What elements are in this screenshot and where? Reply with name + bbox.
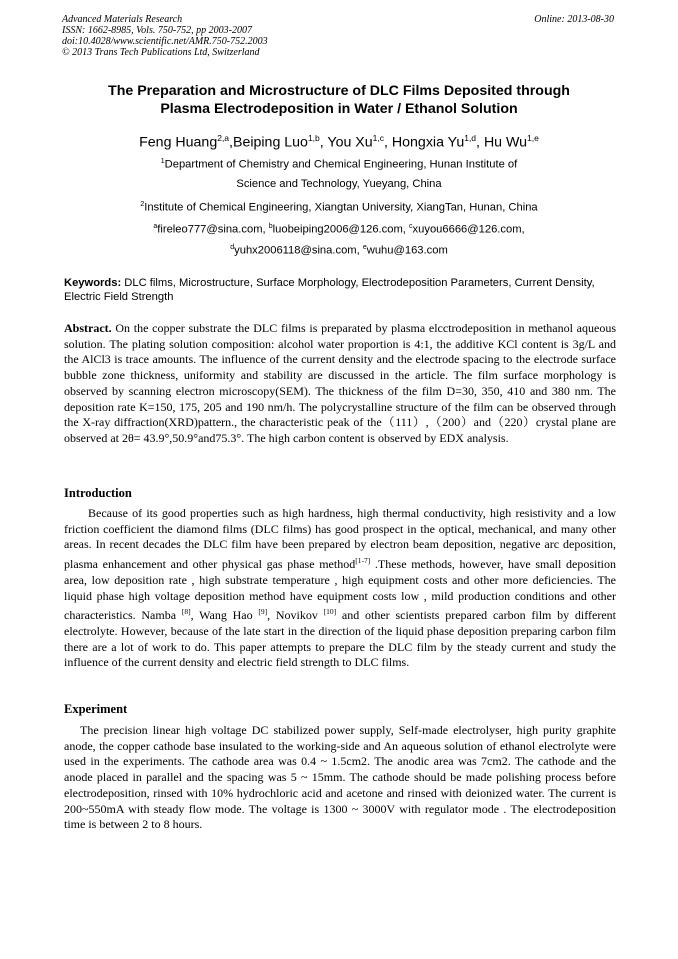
- email-c[interactable]: xuyou6666@126.com,: [412, 223, 525, 236]
- email-e[interactable]: wuhu@163.com: [366, 244, 448, 257]
- author-name: Beiping Luo: [233, 134, 308, 151]
- journal-header: [62, 14, 268, 58]
- intro-text: Because of its good properties such as high hardness, high thermal conductivity, high resistivity and a low friction coefficient the diamond films (DLC films) has good prospect in the optical, mechanical, and many other areas. In recent decades the DLC film have been prepared by electron beam deposition, negative arc deposition, plasma enhancement and other physical gas phase method: [64, 506, 616, 572]
- citation-ref: [1-7]: [355, 556, 371, 566]
- email-sup: b: [268, 223, 273, 230]
- affiliation-text: Institute of Chemical Engineering, Xiangtan University, XiangTan, Hunan, China: [144, 201, 538, 214]
- abstract: [64, 321, 616, 447]
- author-sup: 1,d: [464, 133, 477, 143]
- author-list: Feng Huang$^{2,a}$,Beiping Luo$^{1,b}$, You Xu$^{1,c}$, Hongxia Yu$^{1,d}$, Hu Wu$^{1,e}$: [139, 133, 539, 151]
- author-sup: 2,a: [217, 133, 230, 143]
- intro-text: , Novikov: [267, 608, 324, 623]
- intro-text: , Wang Hao: [190, 608, 259, 623]
- intro-text: and other scientists prepared carbon film by different electrolyte. However, because of the late start in the direction of the liquid phase deposition preparing carbon film there are a lot of work to do. This paper attempts to prepare the DLC film by the steady current and study the influence of the current density and electric field strength to DLC films.: [64, 608, 617, 670]
- email-sup: c: [409, 223, 413, 230]
- journal-name: Advanced Materials Research: [62, 14, 183, 25]
- affiliation-1-line-1: [40, 155, 638, 172]
- email-line-1: [40, 220, 638, 237]
- doi-line: doi:10.4028/www.scientific.net/AMR.750-752.2003: [62, 36, 268, 47]
- author-name: Hu Wu: [483, 134, 528, 151]
- keywords-text: DLC films, Microstructure, Surface Morphology, Electrodeposition Parameters, Current Density, Electric Field Strength: [64, 277, 595, 303]
- email-sup: e: [362, 244, 367, 251]
- paper-title: [50, 82, 628, 118]
- issn-line: ISSN: 1662-8985, Vols. 750-752, pp 2003-2007: [62, 25, 252, 36]
- affiliation-text: Department of Chemistry and Chemical Engineering, Hunan Institute of: [164, 158, 518, 171]
- experiment-heading: Experiment: [64, 702, 128, 716]
- introduction-paragraph: [64, 506, 616, 671]
- citation-ref: [9]: [258, 607, 268, 617]
- online-date: Online: 2013-08-30: [534, 14, 614, 25]
- keywords: [64, 277, 616, 304]
- introduction-heading: Introduction: [64, 486, 132, 500]
- email-sup: a: [153, 223, 158, 230]
- keywords-label: Keywords:: [64, 277, 122, 289]
- intro-text: .These methods, however, have small deposition area, low deposition rate , high substrate temperature , high equipment costs and other more deficiencies. The liquid phase high voltage deposition method have equipment costs low , mild production conditions and other characteristics. Namba: [64, 557, 616, 623]
- experiment-paragraph: The precision linear high voltage DC stabilized power supply, Self-made electrolyser, high purity graphite anode, the copper cathode base insulated to the working-side and An aqueous solution of ethanol electrolyte were used in the experiments. The cathode area was 0.4 ~ 1.5cm2. The anodic area was 7cm2. The cathode and the anode placed in parallel and the spacing was 5 ~ 15mm. The cathode should be made polishing process before electrodeposition, rinsed with 10% hydrochloric acid and acetone and rinsed with deionized water. The current is 200~550mA with steady flow mode. The voltage is 1300 ~ 3000V with regulator mode . The electrodeposition time is between 2 to 8 hours.: [64, 723, 616, 832]
- citation-ref: [10]: [323, 607, 337, 617]
- affiliation-sup: 1: [160, 158, 165, 165]
- abstract-label: Abstract.: [64, 321, 112, 335]
- email-b[interactable]: luobeiping2006@126.com,: [272, 223, 410, 236]
- abstract-text: On the copper substrate the DLC films is preparated by plasma elcctrodeposition in methanol aqueous solution. The plating solution composition: alcohol water proportion is 4:1, the additive KCl content is 3g/L and the AlCl3 is trace amounts. The influence of the current density and the electrode spacing to the electrode surface bubble zone thickness, uniformity and stability are discussed in the article. The film surface morphology is observed by scanning electron microscopy(SEM). The thickness of the film D=30, 350, 410 and 380 nm. The deposition rate K=150, 175, 205 and 190 nm/h. The polycrystalline structure of the film can be observed through the X-ray diffraction(XRD)pattern., the characteristic peak of the（111）,（200）and（220）crystal plane are observed at 2θ= 43.9°,50.9°and75.3°. The high carbon content is observed by EDX analysis.: [64, 321, 616, 445]
- citation-ref: [8]: [181, 607, 191, 617]
- author-sup: 1,e: [527, 133, 539, 143]
- affiliation-1-line-2: Science and Technology, Yueyang, China: [236, 178, 442, 190]
- title-line-2: Plasma Electrodeposition in Water / Ethanol Solution: [160, 101, 518, 117]
- email-line-2: [40, 241, 638, 258]
- author-name: You Xu: [327, 134, 373, 151]
- title-line-1: The Preparation and Microstructure of DLC Films Deposited through: [108, 83, 570, 99]
- author-sup: 1,c: [372, 133, 385, 143]
- copyright-line: © 2013 Trans Tech Publications Ltd, Switzerland: [62, 47, 260, 58]
- email-a[interactable]: fireleo777@sina.com,: [157, 223, 269, 236]
- email-d[interactable]: yuhx2006118@sina.com,: [234, 244, 363, 257]
- affiliation-2: [40, 198, 638, 215]
- affiliation-sup: 2: [140, 201, 145, 208]
- author-sup: 1,b: [307, 133, 320, 143]
- author-name: Hongxia Yu: [391, 134, 465, 151]
- author-name: Feng Huang: [139, 134, 218, 151]
- email-sup: d: [230, 244, 235, 251]
